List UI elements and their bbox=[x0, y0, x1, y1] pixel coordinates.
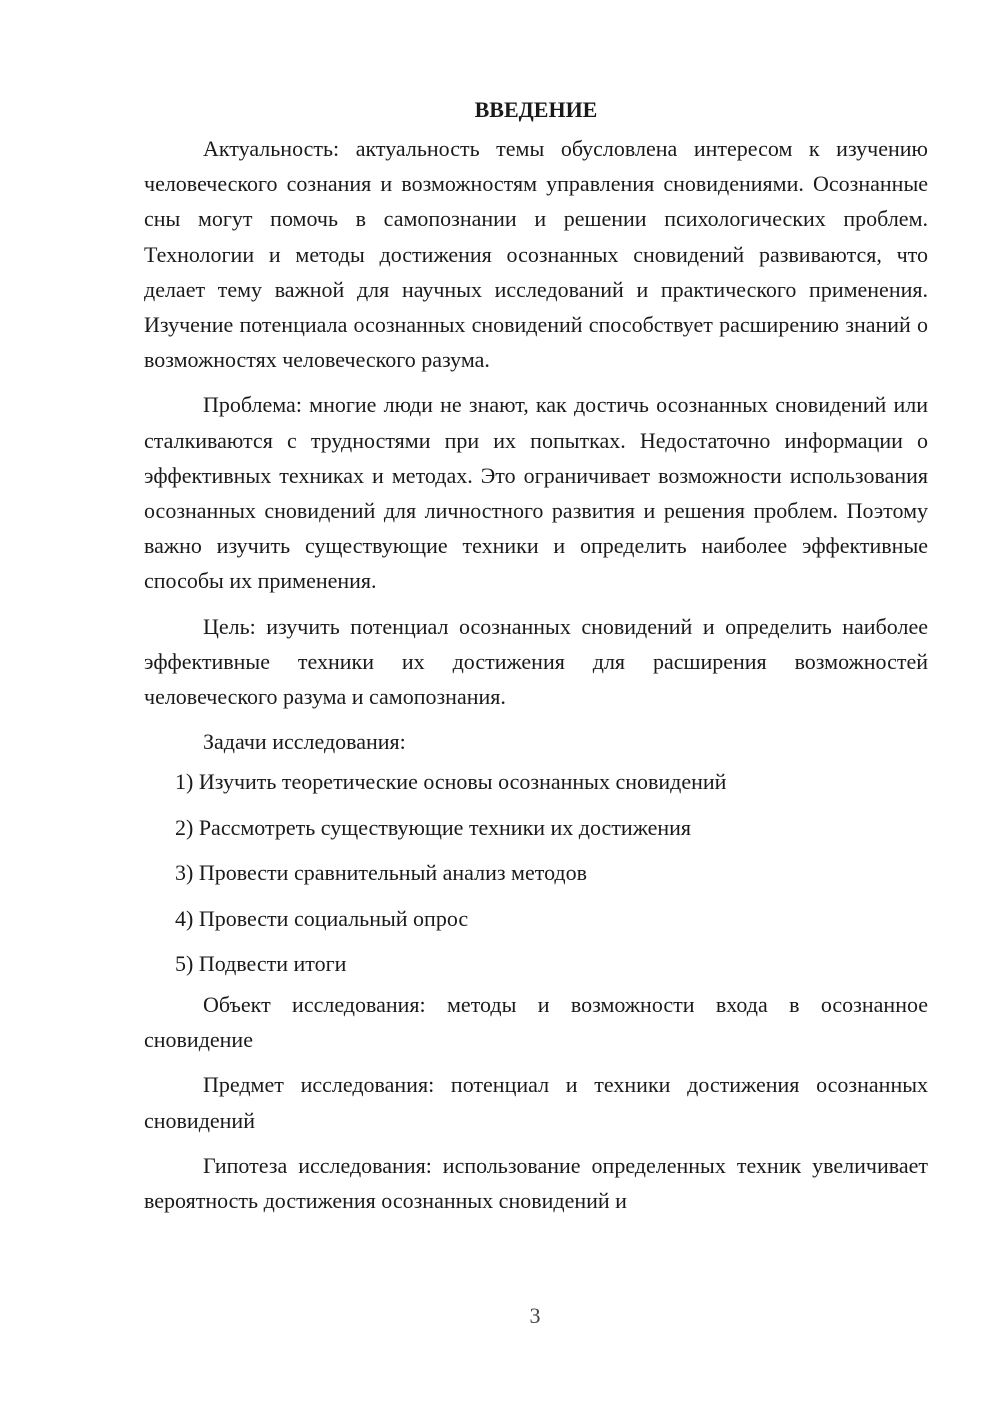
paragraph-object: Объект исследования: методы и возможности входа в осознанное сновидение bbox=[144, 991, 928, 1053]
tasks-list bbox=[144, 759, 928, 987]
list-item: 5) Подвести итоги bbox=[175, 951, 347, 977]
page-title: ВВЕДЕНИЕ bbox=[474, 97, 598, 122]
list-item: 3) Провести сравнительный анализ методов bbox=[175, 860, 588, 886]
paragraph-goal: Цель: изучить потенциал осознанных сновидений и определить наиболее эффективные техники их достижения для расширения возможностей человеческого разума и самопознания. bbox=[144, 613, 928, 710]
paragraph-relevance: Актуальность: актуальность темы обусловлена интересом к изучению человеческого сознания и возможностям управления сновидениями. Осознанные сны могут помочь в самопознании и решении психологических проблем. Технологии и методы достижения осознанных сновидений развиваются, что делает тему важной для научных исследований и практического применения. Изучение потенциала осознанных сновидений способствует расширению знаний о возможностях человеческого разума. bbox=[144, 136, 928, 373]
document-page bbox=[144, 92, 928, 1228]
tasks-heading: Задачи исследования: bbox=[203, 729, 406, 755]
paragraph-problem: Проблема: многие люди не знают, как достичь осознанных сновидений или сталкиваются с трудностями при их попытках. Недостаточно информации о эффективных техниках и методах. Это ограничивает возможности использования осознанных сновидений для личностного развития и решения проблем. Поэтому важно изучить существующие техники и определить наиболее эффективные способы их применения. bbox=[144, 392, 928, 594]
list-item: 4) Провести социальный опрос bbox=[175, 905, 469, 931]
paragraph-subject: Предмет исследования: потенциал и техники достижения осознанных сновидений bbox=[144, 1072, 928, 1133]
list-item: 1) Изучить теоретические основы осознанных сновидений bbox=[175, 769, 727, 795]
paragraph-hypothesis: Гипотеза исследования: использование определенных техник увеличивает вероятность достижения осознанных сновидений и bbox=[144, 1152, 928, 1213]
list-item: 2) Рассмотреть существующие техники их достижения bbox=[175, 814, 692, 840]
page-number: 3 bbox=[529, 1303, 541, 1328]
